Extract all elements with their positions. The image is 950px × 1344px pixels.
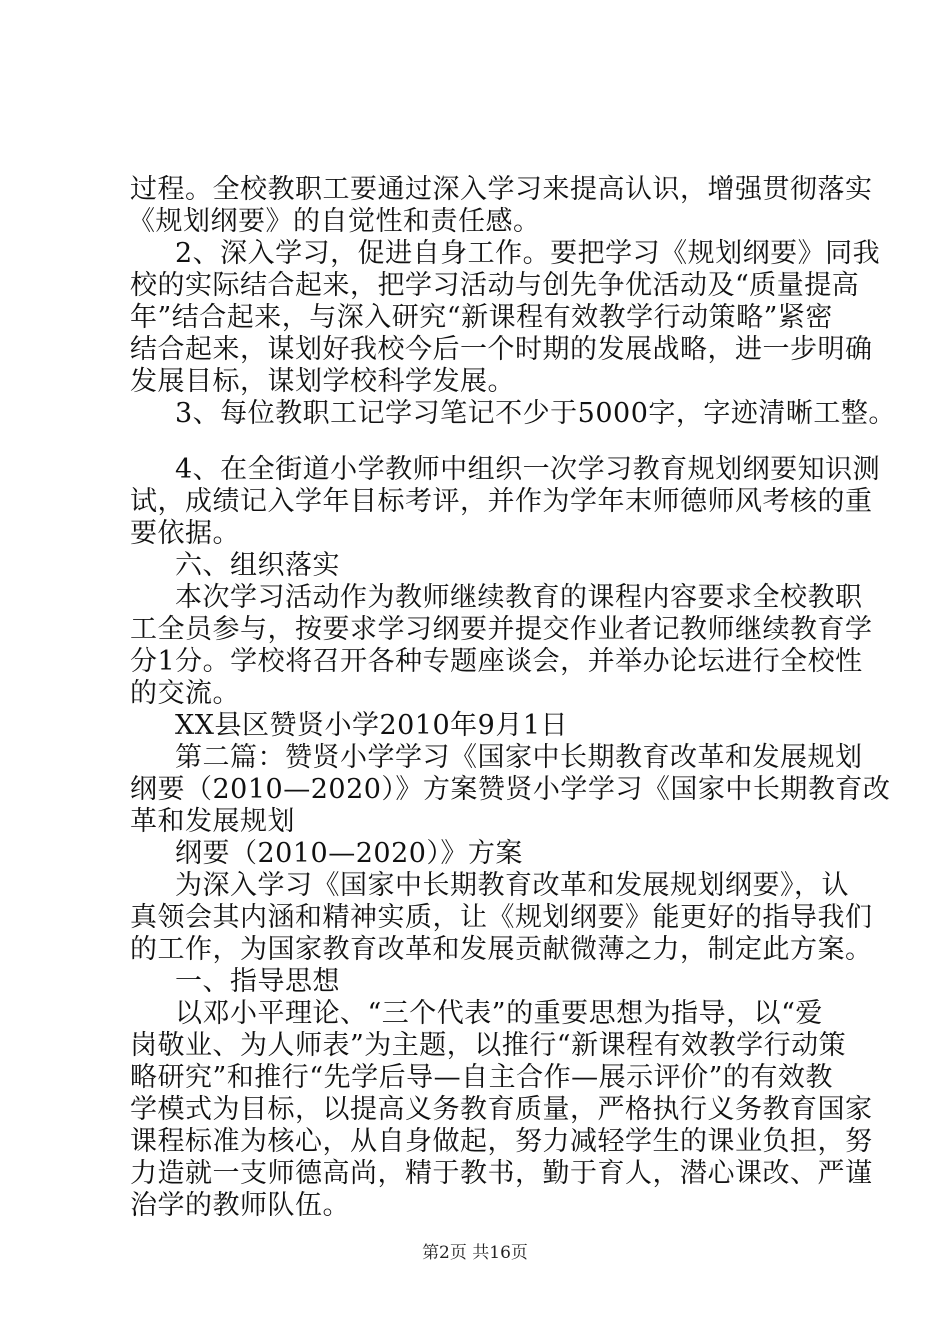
section-heading: 一、指导思想 xyxy=(175,966,340,997)
text-line: 分1分。学校将召开各种专题座谈会，并举办论坛进行全校性 xyxy=(130,646,863,677)
text-line: 校的实际结合起来，把学习活动与创先争优活动及“质量提高 xyxy=(130,270,860,301)
text-line: 为深入学习《国家中长期教育改革和发展规划纲要》，认 xyxy=(175,870,849,901)
text-line: 要依据。 xyxy=(130,518,240,549)
chapter-title: 纲要（2010—2020）》方案 xyxy=(175,838,523,869)
text-line: 岗敬业、为人师表”为主题，以推行“新课程有效教学行动策 xyxy=(130,1030,847,1061)
text-line: 课程标准为核心，从自身做起，努力减轻学生的课业负担，努 xyxy=(130,1126,873,1157)
chapter-title: 第二篇：赞贤小学学习《国家中长期教育改革和发展规划 xyxy=(175,742,863,773)
text-line: 学模式为目标，以提高义务教育质量，严格执行义务教育国家 xyxy=(130,1094,873,1125)
text-line: 的工作，为国家教育改革和发展贡献微薄之力，制定此方案。 xyxy=(130,934,873,965)
text-line: 发展目标，谋划学校科学发展。 xyxy=(130,366,515,397)
page-number: 第2页 共16页 xyxy=(422,1243,528,1263)
text-line: 年”结合起来，与深入研究“新课程有效教学行动策略”紧密 xyxy=(130,302,833,333)
text-line: 3、每位教职工记学习笔记不少于5000字，字迹清晰工整。 xyxy=(175,398,896,429)
section-heading: 六、组织落实 xyxy=(175,550,340,581)
text-line: 本次学习活动作为教师继续教育的课程内容要求全校教职 xyxy=(175,582,863,613)
text-line: 治学的教师队伍。 xyxy=(130,1190,350,1221)
text-line: 力造就一支师德高尚，精于教书，勤于育人，潜心课改、严谨 xyxy=(130,1158,873,1189)
signature-line: XX县区赞贤小学2010年9月1日 xyxy=(175,710,569,741)
chapter-title: 纲要（2010—2020）》方案赞贤小学学习《国家中长期教育改 xyxy=(130,774,891,805)
text-line: 以邓小平理论、“三个代表”的重要思想为指导，以“爱 xyxy=(175,998,823,1029)
text-line: 的交流。 xyxy=(130,678,240,709)
text-line: 真领会其内涵和精神实质，让《规划纲要》能更好的指导我们 xyxy=(130,902,873,933)
text-line: 过程。全校教职工要通过深入学习来提高认识，增强贯彻落实 xyxy=(130,174,873,205)
chapter-title: 革和发展规划 xyxy=(130,806,295,837)
text-line: 《规划纲要》的自觉性和责任感。 xyxy=(128,206,541,237)
text-line: 工全员参与，按要求学习纲要并提交作业者记教师继续教育学 xyxy=(130,614,873,645)
text-line: 试，成绩记入学年目标考评，并作为学年末师德师风考核的重 xyxy=(130,486,873,517)
text-line: 结合起来，谋划好我校今后一个时期的发展战略，进一步明确 xyxy=(130,334,873,365)
text-line: 4、在全街道小学教师中组织一次学习教育规划纲要知识测 xyxy=(175,454,881,485)
text-line: 略研究”和推行“先学后导—自主合作—展示评价”的有效教 xyxy=(130,1062,833,1093)
text-line: 2、深入学习，促进自身工作。要把学习《规划纲要》同我 xyxy=(175,238,881,269)
